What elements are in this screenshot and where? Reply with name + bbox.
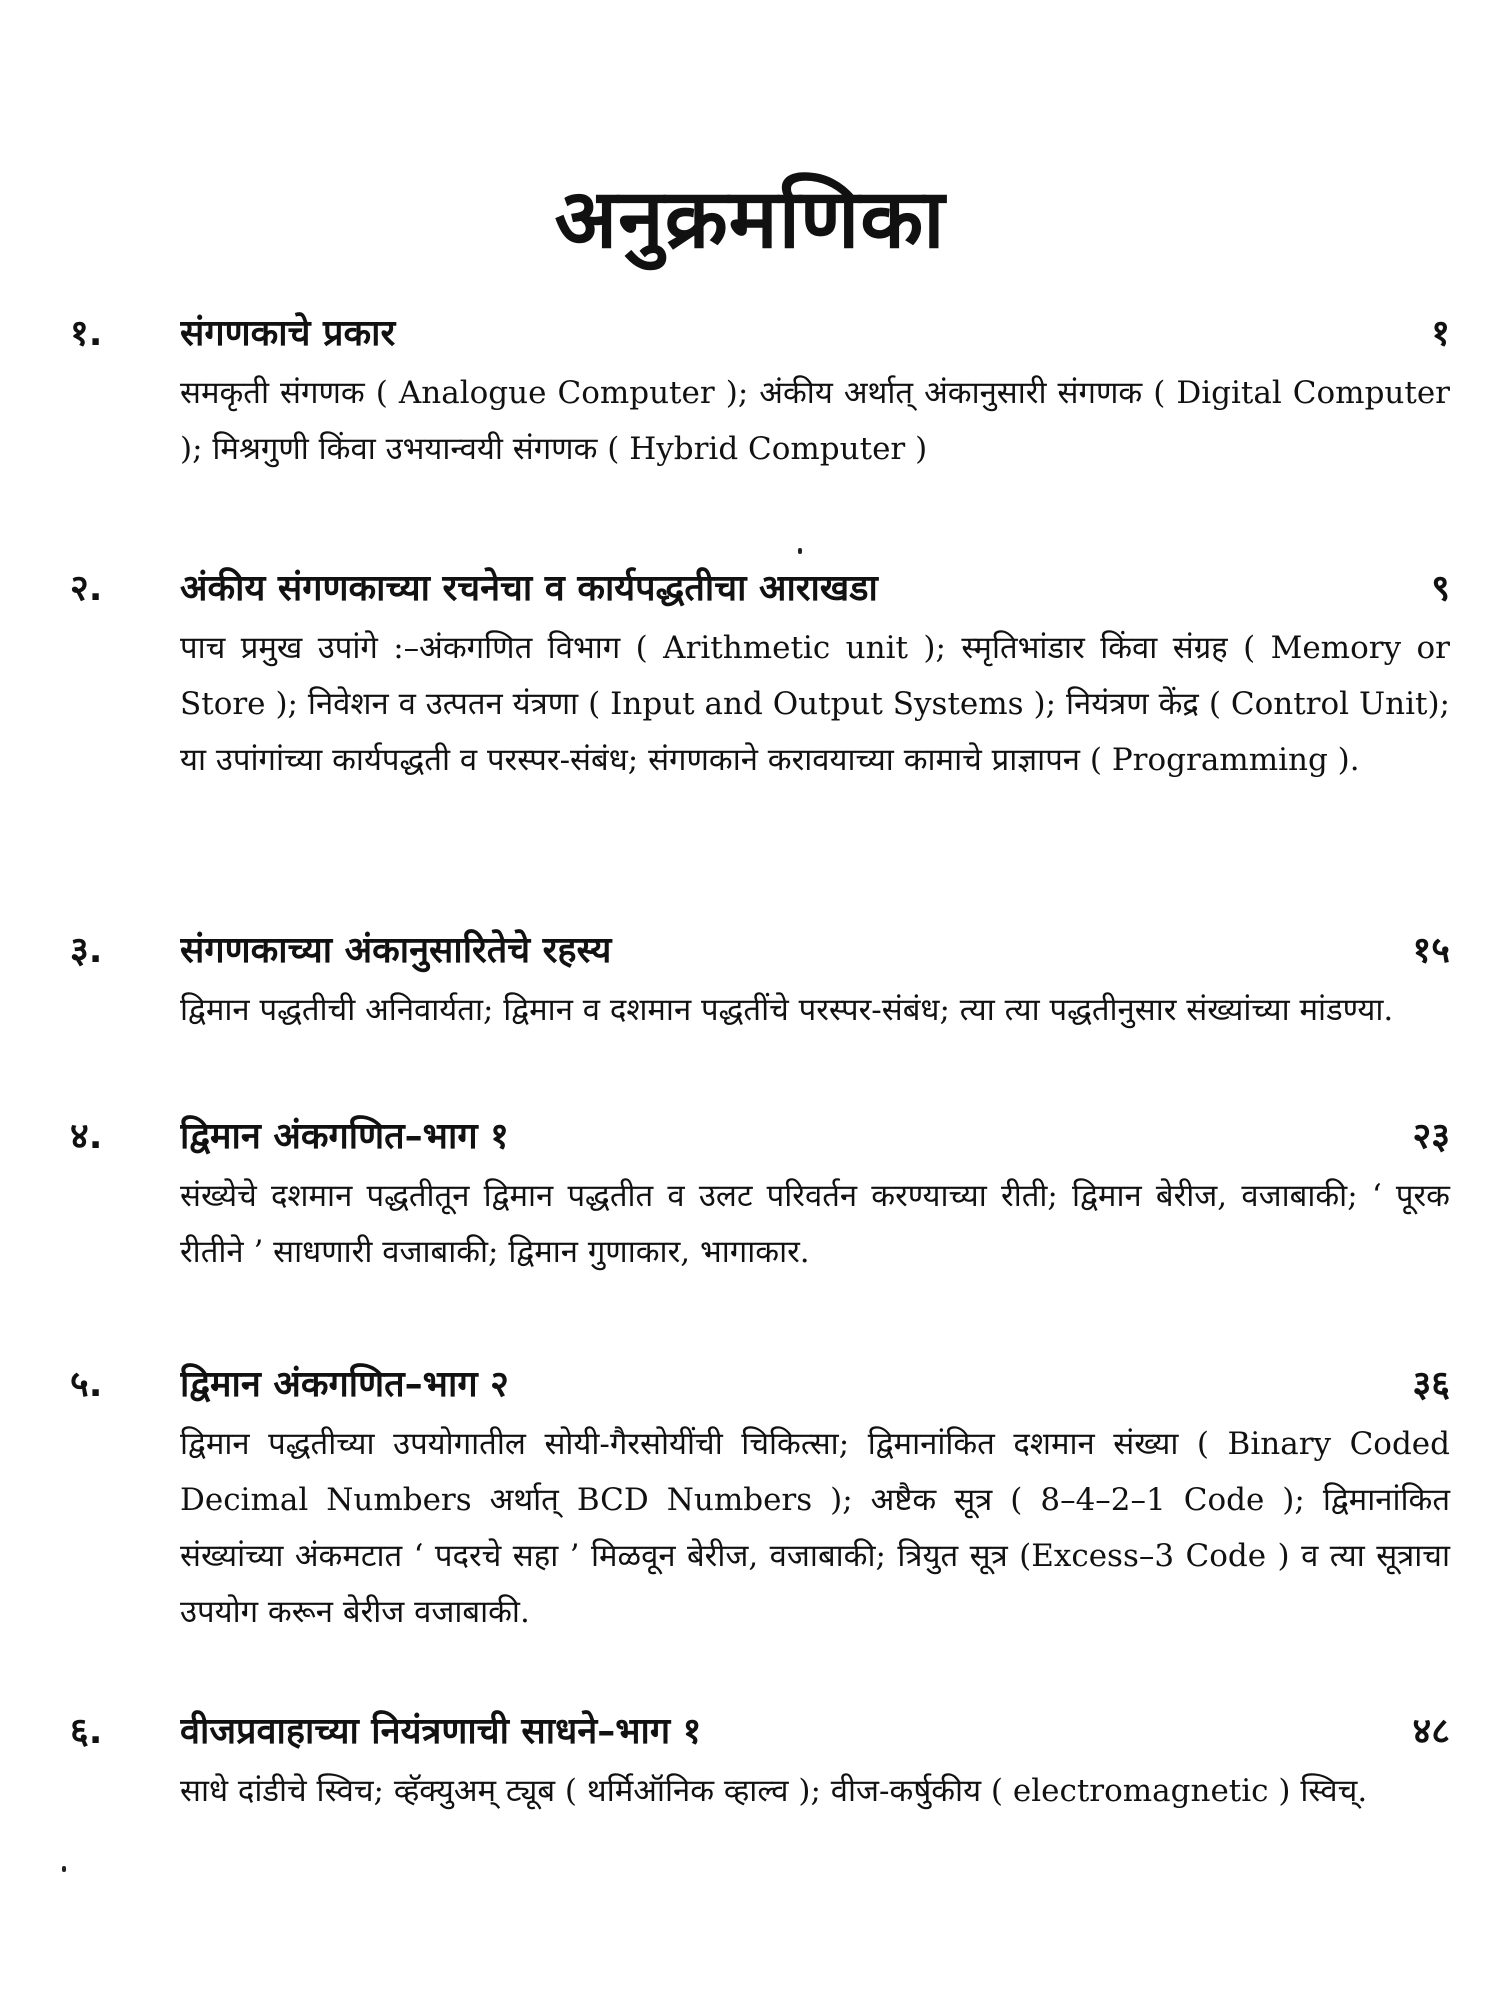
entry-heading: अंकीय संगणकाच्या रचनेचा व कार्यपद्धतीचा आराखडा — [180, 568, 878, 609]
entry-description: संख्येचे दशमान पद्धतीतून द्विमान पद्धतीत व उलट परिवर्तन करण्याच्या रीती; द्विमान बेरीज, वजाबाकी; ‘ पूरक रीतीने ’ साधणारी वजाबाकी; द्विमान गुणाकार, भागाकार. — [180, 1178, 1450, 1270]
entry-heading: संगणकाच्या अंकानुसारितेचे रहस्य — [180, 930, 612, 971]
entry-page-number: १ — [1431, 313, 1450, 354]
entry-page-number: ४८ — [1412, 1711, 1450, 1752]
entry-page-number: १५ — [1412, 930, 1450, 971]
page-title: अनुक्रमणिका — [554, 172, 946, 267]
entry-heading: द्विमान अंकगणित–भाग २ — [180, 1364, 509, 1405]
entry-heading-row — [70, 1356, 1450, 1414]
entry-description: समकृती संगणक ( Analogue Computer ); अंकीय अर्थात् अंकानुसारी संगणक ( Digital Computer ); मिश्रगुणी किंवा उभयान्वयी संगणक ( Hybrid Computer ) — [180, 375, 1450, 467]
index-entry — [70, 1108, 1450, 1280]
entry-number: १. — [70, 313, 103, 354]
index-entry — [70, 1356, 1450, 1640]
index-entry — [70, 305, 1450, 477]
entry-number: ४. — [70, 1116, 103, 1157]
entry-heading-row — [70, 1703, 1450, 1761]
entry-heading-row — [70, 305, 1450, 363]
entry-number: ५. — [70, 1364, 103, 1405]
entry-description: द्विमान पद्धतीची अनिवार्यता; द्विमान व दशमान पद्धतींचे परस्पर-संबंध; त्या त्या पद्धतीनुसार संख्यांच्या मांडण्या. — [180, 992, 1394, 1028]
entry-heading-row — [70, 922, 1450, 980]
index-entry — [70, 1703, 1450, 1819]
entry-page-number: ९ — [1431, 568, 1450, 609]
entry-description: पाच प्रमुख उपांगे :–अंकगणित विभाग ( Arithmetic unit ); स्मृतिभांडार किंवा संग्रह ( Memory or Store ); निवेशन व उत्पतन यंत्रणा ( Input and Output Systems ); नियंत्रण केंद्र ( Control Unit); या उपांगांच्या कार्यपद्धती व परस्पर-संबंध; संगणकाने करावयाच्या कामाचे प्राज्ञापन ( Programming ). — [180, 630, 1450, 778]
index-entry — [70, 560, 1450, 788]
entry-description: द्विमान पद्धतीच्या उपयोगातील सोयी-गैरसोयींची चिकित्सा; द्विमानांकित दशमान संख्या ( Binary Coded Decimal Numbers अर्थात् BCD Numbers ); अष्टैक सूत्र ( 8–4–2–1 Code ); द्विमानांकित संख्यांच्या अंकमटात ‘ पदरचे सहा ’ मिळवून बेरीज, वजाबाकी; त्रियुत सूत्र (Excess–3 Code ) व त्या सूत्राचा उपयोग करून बेरीज वजाबाकी. — [180, 1426, 1450, 1630]
entry-heading-row — [70, 560, 1450, 618]
print-speck — [62, 1866, 66, 1872]
entry-number: २. — [70, 568, 103, 609]
entry-number: ६. — [70, 1711, 103, 1752]
entry-heading: द्विमान अंकगणित–भाग १ — [180, 1116, 509, 1157]
entry-number: ३. — [70, 930, 103, 971]
entry-description: साधे दांडीचे स्विच; व्हॅक्युअम् ट्यूब ( थर्मिऑनिक व्हाल्व ); वीज-कर्षुकीय ( electromagnetic ) स्विच्. — [180, 1773, 1368, 1809]
entry-heading-row — [70, 1108, 1450, 1166]
entry-heading: वीजप्रवाहाच्या नियंत्रणाची साधने–भाग १ — [180, 1711, 702, 1752]
index-entry — [70, 922, 1450, 1038]
print-speck — [798, 548, 802, 554]
entry-page-number: २३ — [1412, 1116, 1450, 1157]
entry-page-number: ३६ — [1412, 1364, 1450, 1405]
entry-heading: संगणकाचे प्रकार — [180, 313, 396, 354]
